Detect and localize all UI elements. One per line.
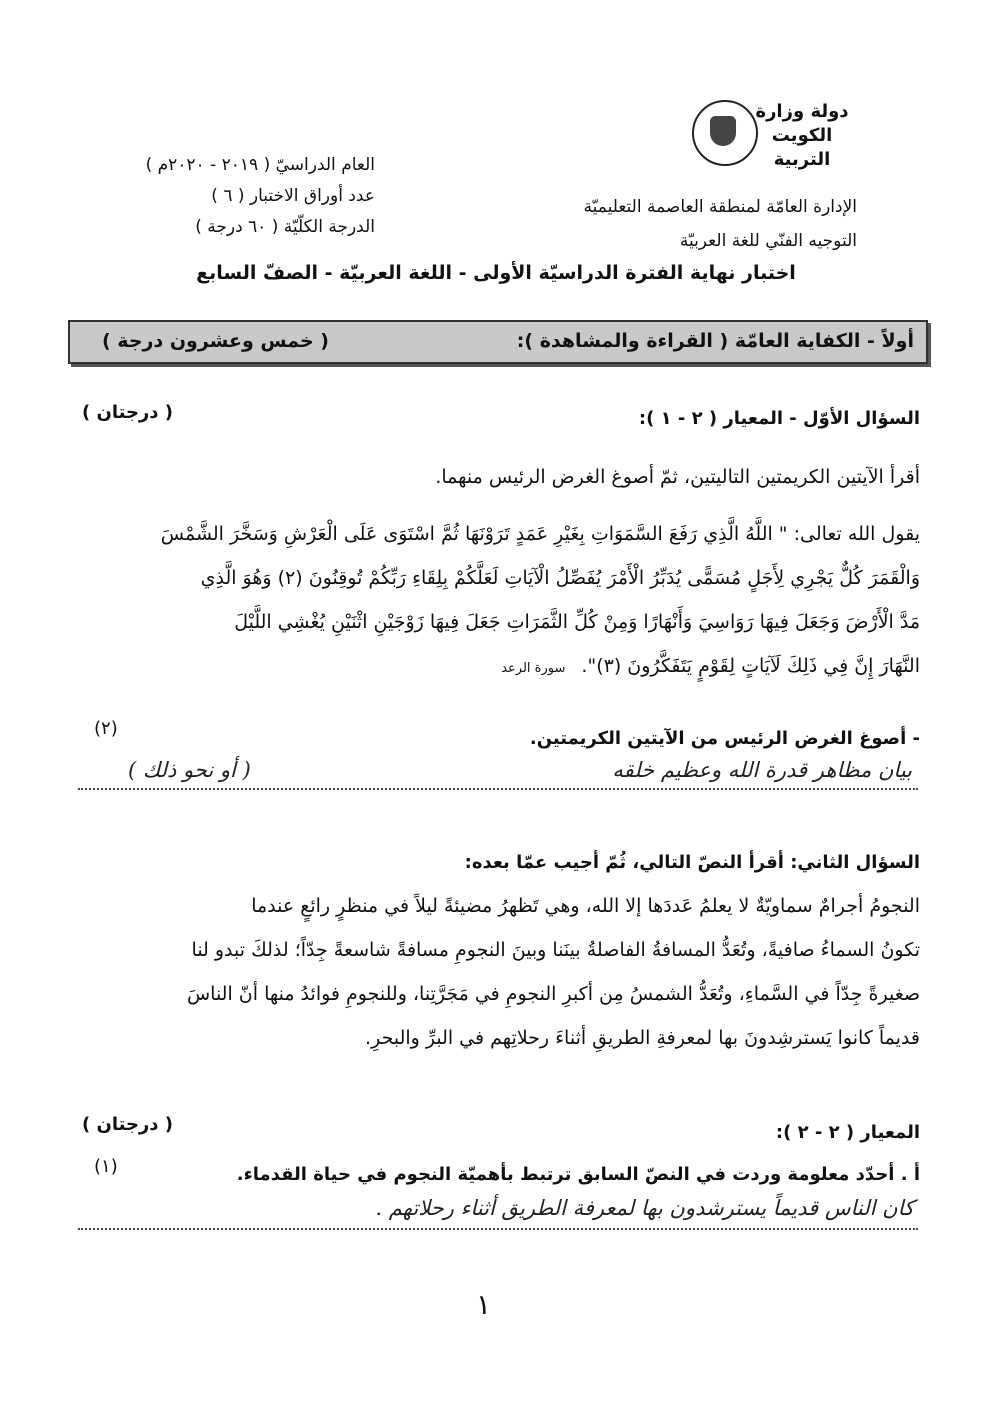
section-1-box [68, 320, 928, 364]
passage-line: النجومُ أجرامٌ سماويّةٌ لا يعلمُ عَددَها إلا الله، وهي تَظهرُ مضيئةً ليلاً في منظرٍ رائعٍ عندما [251, 895, 920, 917]
logo-text-line4: التربية [773, 149, 831, 170]
answer-line-1 [78, 788, 918, 790]
header-left [95, 150, 375, 243]
q1-task-marks: (٢) [94, 718, 118, 739]
page-count: عدد أوراق الاختبار ( ٦ ) [211, 186, 375, 206]
logo-text [752, 100, 852, 172]
q2-item-a: أ . أحدّد معلومة وردت في النصّ السابق ترتبط بأهميّة النجوم في حياة القدماء. [236, 1164, 920, 1185]
q2-heading: السؤال الثاني: أقرأ النصّ التالي، ثُمّ أجيب عمّا بعده: [464, 852, 920, 873]
ministry-logo [652, 100, 852, 172]
q1-task: - أصوغ الغرض الرئيس من الآيتين الكريمتين. [529, 728, 920, 749]
exam-title: اختبار نهاية الفترة الدراسيّة الأولى - اللغة العربيّة - الصفّ السابع [196, 262, 796, 284]
passage-line: تكونُ السماءُ صافيةً، وتُعَدُّ المسافةُ الفاصلةُ بينَنا وبينَ النجومِ مسافةً شاسعةً جِدّاً؛ لذلكَ تبدو لنا [191, 939, 920, 961]
answer-line-2 [78, 1228, 918, 1230]
admin-name: الإدارة العامّة لمنطقة العاصمة التعليميّة [583, 197, 857, 217]
kuwait-emblem-icon [692, 100, 758, 166]
header-right [427, 190, 857, 258]
verse-line-last: النَّهَارَ إِنَّ فِي ذَلِكَ لَآيَاتٍ لِقَوْمٍ يَتَفَكَّرُونَ (٣)". [581, 655, 920, 677]
q1-marks: ( درجتان ) [82, 402, 174, 423]
page-number: ١ [476, 1288, 492, 1321]
surah-name: سورة الرعد [501, 661, 566, 676]
q1-handwritten-answer: بيان مظاهر قدرة الله وعظيم خلقه [612, 758, 912, 782]
verse-block [78, 512, 920, 691]
passage-line: قديماً كانوا يَسترشِدونَ بها لمعرفةِ الطريقِ أثناءَ رحلاتِهم في البرِّ والبحرِ. [365, 1027, 920, 1049]
q1-instruction: أقرأ الآيتين الكريمتين التاليتين، ثمّ أصوغ الغرض الرئيس منهما. [435, 466, 920, 488]
verse-line [78, 644, 920, 691]
logo-text-line2: وزارة [755, 101, 805, 122]
section-1-title: أولاً - الكفاية العامّة ( القراءة والمشاهدة ): [516, 330, 914, 352]
verse-line: مَدَّ الْأَرْضَ وَجَعَلَ فِيهَا رَوَاسِيَ وَأَنْهَارًا وَمِنْ كُلِّ الثَّمَرَاتِ جَعَلَ فِيهَا زَوْجَيْنِ اثْنَيْنِ يُغْشِي اللَّيْلَ [234, 611, 920, 633]
logo-text-line3: الكويت [771, 125, 833, 146]
passage-line: صغيرةً جِدّاً في السَّماءِ، وتُعَدُّ الشمسُ مِن أكبرِ النجومِ في مَجَرَّتِنا، وللنجومِ فوائدُ منها أنّ الناسَ [186, 983, 920, 1005]
verse-line: وَالْقَمَرَ كُلٌّ يَجْرِي لِأَجَلٍ مُسَمًّى يُدَبِّرُ الْأَمْرَ يُفَصِّلُ الْآيَاتِ لَعَلَّكُمْ بِلِقَاءِ رَبِّكُمْ تُوقِنُونَ (٢) وَهُوَ الَّذِي [200, 567, 920, 589]
total-grade: الدرجة الكلّيّة ( ٦٠ درجة ) [195, 217, 375, 237]
q2-handwritten-answer: كان الناس قديماً يسترشدون بها لمعرفة الطريق أثناء رحلاتهم . [375, 1196, 914, 1220]
q1-handwritten-alt: ( أو نحو ذلك ) [128, 758, 251, 782]
section-1-score: ( خمس وعشرون درجة ) [102, 330, 329, 352]
q2-passage [78, 884, 920, 1060]
q1-heading: السؤال الأوّل - المعيار ( ٢ - ١ ): [638, 408, 920, 429]
verse-line: يقول الله تعالى: " اللَّهُ الَّذِي رَفَعَ السَّمَوَاتِ بِغَيْرِ عَمَدٍ تَرَوْنَهَا ثُمَّ اسْتَوَى عَلَى الْعَرْشِ وَسَخَّرَ الشَّمْسَ [160, 523, 920, 545]
guidance-name: التوجيه الفنّي للغة العربيّة [679, 231, 857, 251]
q2-standard: المعيار ( ٢ - ٢ ): [775, 1122, 920, 1143]
q2-marks: ( درجتان ) [82, 1114, 174, 1135]
logo-text-line1: دولة [810, 101, 849, 122]
q2-item-a-marks: (١) [94, 1156, 118, 1177]
academic-year: العام الدراسيّ ( ٢٠١٩ - ٢٠٢٠م ) [145, 155, 375, 175]
